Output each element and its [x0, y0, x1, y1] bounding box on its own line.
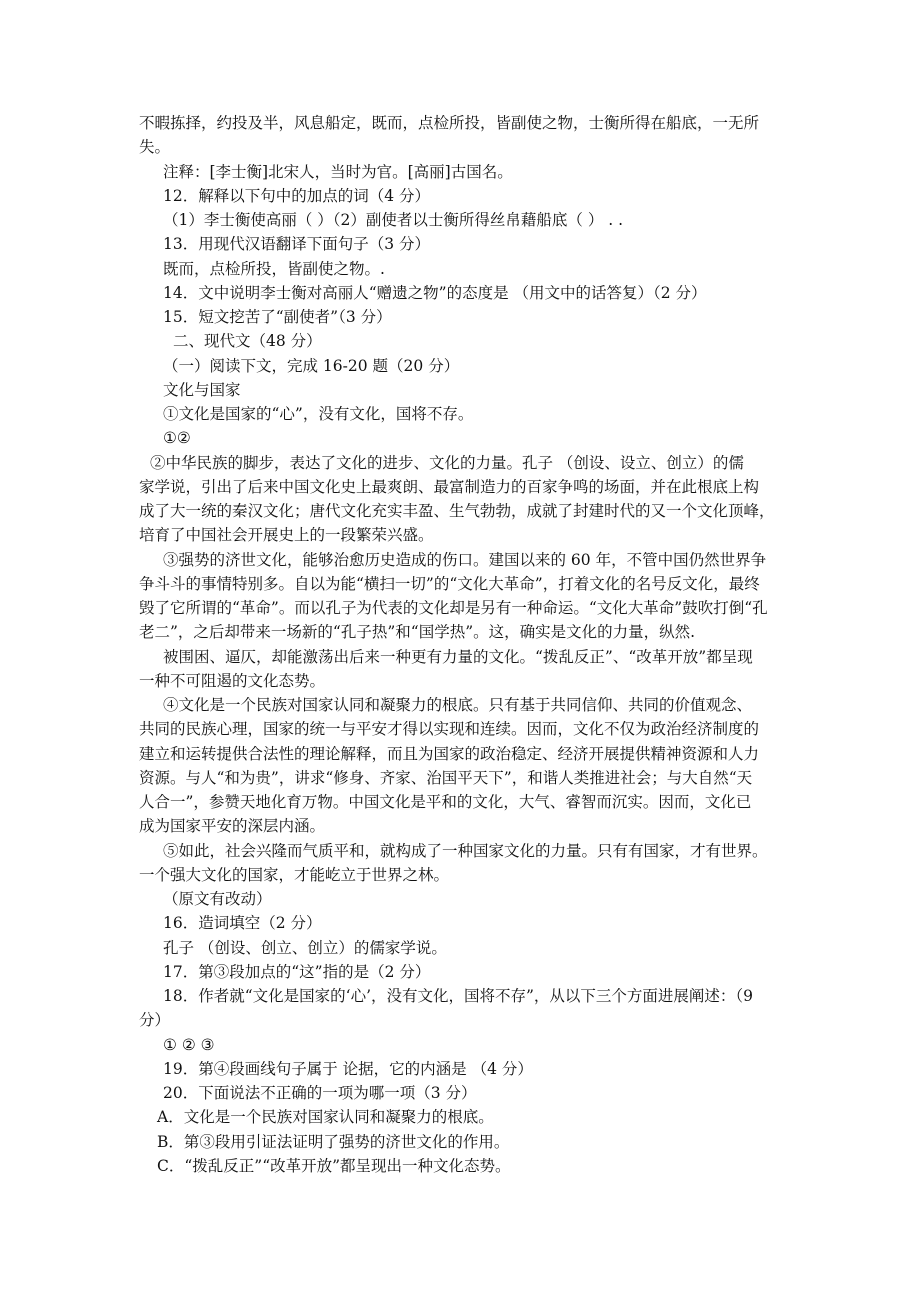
text-line: ④文化是一个民族对国家认同和凝聚力的根底。只有基于共同信仰、共同的价值观念、: [163, 696, 753, 714]
text-line: ① ② ③: [163, 1036, 215, 1054]
text-line: 孔子 （创设、创立、创立）的儒家学说。: [163, 939, 447, 957]
text-line: 建立和运转提供合法性的理论解释，而且为国家的政治稳定、经济开展提供精神资源和人力: [139, 745, 760, 763]
question-19: 19．第④段画线句子属于 论据，它的内涵是 （4 分）: [163, 1060, 533, 1078]
option-c: C．“拨乱反正”“改革开放”都呈现出一种文化态势。: [157, 1157, 511, 1175]
text-line: （1）李士衡使高丽（ ）（2）副使者以士衡所得丝帛藉船底（ ） . .: [163, 211, 624, 229]
text-line: 人合一”，参赞天地化育万物。中国文化是平和的文化，大气、睿智而沉实。因而，文化已: [139, 793, 752, 811]
question-14: 14．文中说明李士衡对高丽人“赠遗之物”的态度是 （用文中的话答复）（2 分）: [163, 284, 707, 302]
option-b: B．第③段用引证法证明了强势的济世文化的作用。: [157, 1133, 510, 1151]
text-line: 老二”，之后却带来一场新的“孔子热”和“国学热”。这，确实是文化的力量，纵然.: [139, 623, 696, 641]
question-16: 16．造词填空（2 分）: [163, 914, 322, 932]
article-title: 文化与国家: [163, 381, 241, 399]
text-line: 既而，点检所投，皆副使之物。.: [163, 260, 385, 278]
text-line: 分）: [139, 1011, 171, 1029]
question-18: 18．作者就“文化是国家的‘心’，没有文化，国将不存”，从以下三个方面进展阐述：（9: [163, 987, 754, 1005]
text-line: ③强势的济世文化，能够治愈历史造成的伤口。建国以来的 60 年，不管中国仍然世界争: [163, 551, 767, 569]
question-15: 15．短文挖苦了“副使者”（3 分）: [163, 308, 392, 326]
text-line: 成为国家平安的深层内涵。: [139, 817, 326, 835]
option-a: A．文化是一个民族对国家认同和凝聚力的根底。: [157, 1108, 494, 1126]
text-line: ②中华民族的脚步，表达了文化的进步、文化的力量。孔子 （创设、设立、创立）的儒: [150, 454, 744, 472]
text-line: ①文化是国家的“心”，没有文化，国将不存。: [163, 405, 474, 423]
question-20: 20．下面说法不正确的一项为哪一项（3 分）: [163, 1084, 477, 1102]
question-17: 17．第③段加点的“这”指的是（2 分）: [163, 963, 431, 981]
question-12: 12．解释以下句中的加点的词（4 分）: [163, 187, 431, 205]
text-line: 一种不可阻遏的文化态势。: [139, 672, 326, 690]
text-line: 成了大一统的秦汉文化；唐代文化充实丰盈、生气勃勃，成就了封建时代的又一个文化顶峰，: [139, 502, 775, 520]
text-line: 注释：[李士衡]北宋人，当时为官。[高丽]古国名。: [163, 163, 513, 181]
text-line: 被围困、逼仄，却能激荡出后来一种更有力量的文化。“拨乱反正”、“改革开放”都呈现: [163, 648, 753, 666]
text-line: 毁了它所谓的“革命”。而以孔子为代表的文化却是另有一种命运。“文化大革命”鼓吹打倒“孔: [139, 599, 768, 617]
text-line: （原文有改动）: [163, 890, 272, 908]
section-heading: 二、现代文（48 分）: [173, 332, 322, 350]
text-line: 共同的民族心理，国家的统一与平安才得以实现和连续。因而，文化不仅为政治经济制度的: [139, 720, 760, 738]
text-line: 不暇拣择，约投及半，风息船定，既而，点检所投，皆副使之物，士衡所得在船底，一无所: [139, 114, 760, 132]
text-line: 争斗斗的事情特别多。自以为能“横扫一切”的“文化大革命”，打着文化的名号反文化，最终: [139, 575, 760, 593]
text-line: 失。: [139, 138, 171, 156]
text-line: 培育了中国社会开展史上的一段繁荣兴盛。: [139, 526, 434, 544]
text-line: 家学说，引出了后来中国文化史上最爽朗、最富制造力的百家争鸣的场面，并在此根底上构: [139, 478, 760, 496]
subsection-heading: （一）阅读下文，完成 16-20 题（20 分）: [163, 357, 460, 375]
text-line: ①②: [163, 429, 191, 447]
question-13: 13．用现代汉语翻译下面句子（3 分）: [163, 235, 431, 253]
text-line: 一个强大文化的国家，才能屹立于世界之林。: [139, 866, 450, 884]
text-line: 资源。与人“和为贵”，讲求“修身、齐家、治国平天下”，和谐人类推进社会；与大自然“天: [139, 769, 753, 787]
text-line: ⑤如此，社会兴隆而气质平和，就构成了一种国家文化的力量。只有有国家，才有世界。: [163, 842, 768, 860]
